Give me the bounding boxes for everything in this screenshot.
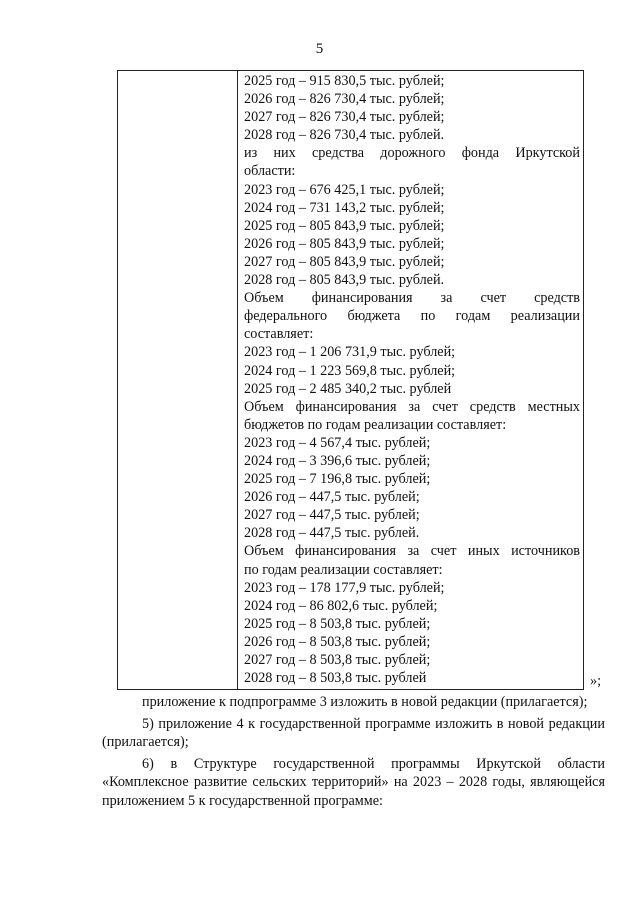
table-line: 2026 год – 447,5 тыс. рублей; <box>244 489 420 506</box>
table-line: составляет: <box>244 326 314 343</box>
table-column-divider <box>237 70 238 690</box>
table-line: 2026 год – 805 843,9 тыс. рублей; <box>244 235 445 252</box>
table-line: 2027 год – 826 730,4 тыс. рублей; <box>244 109 445 126</box>
paragraph-item-5: 5) приложение 4 к государственной программе изложить в новой редакции (прилагается); <box>102 715 605 751</box>
table-line: 2028 год – 447,5 тыс. рублей. <box>244 525 420 542</box>
table-line: Объем финансирования за счет средств <box>244 290 580 307</box>
table-line: 2024 год – 731 143,2 тыс. рублей; <box>244 199 445 216</box>
table-line: 2025 год – 7 196,8 тыс. рублей; <box>244 471 431 488</box>
table-line: 2027 год – 805 843,9 тыс. рублей; <box>244 253 445 270</box>
table-line: 2025 год – 805 843,9 тыс. рублей; <box>244 217 445 234</box>
table-line: 2024 год – 86 802,6 тыс. рублей; <box>244 597 438 614</box>
paragraph-item-6: 6) в Структуре государственной программы Иркутской области «Комплексное развитие сельских территорий» на 2023 – 2028 годы, являющейся приложением 5 к государственной программе: <box>102 755 605 809</box>
table-line: 2027 год – 447,5 тыс. рублей; <box>244 507 420 524</box>
table-line: 2024 год – 3 396,6 тыс. рублей; <box>244 452 431 469</box>
body-text <box>102 693 605 814</box>
table-line: 2023 год – 1 206 731,9 тыс. рублей; <box>244 344 456 361</box>
table-line: 2023 год – 178 177,9 тыс. рублей; <box>244 579 445 596</box>
table-line: 2028 год – 8 503,8 тыс. рублей <box>244 670 427 687</box>
table-line: 2028 год – 826 730,4 тыс. рублей. <box>244 127 445 144</box>
table-line: 2025 год – 2 485 340,2 тыс. рублей <box>244 380 452 397</box>
table-line: 2026 год – 826 730,4 тыс. рублей; <box>244 91 445 108</box>
table-right-cell <box>244 72 580 687</box>
page-number: 5 <box>315 41 324 57</box>
table-line: Объем финансирования за счет средств местных <box>244 398 580 415</box>
table-line: 2023 год – 4 567,4 тыс. рублей; <box>244 434 431 451</box>
table-line: 2024 год – 1 223 569,8 тыс. рублей; <box>244 362 456 379</box>
table-line: федерального бюджета по годам реализации <box>244 308 580 325</box>
table-line: 2023 год – 676 425,1 тыс. рублей; <box>244 181 445 198</box>
table-line: 2026 год – 8 503,8 тыс. рублей; <box>244 633 431 650</box>
table-line: 2025 год – 915 830,5 тыс. рублей; <box>244 73 445 89</box>
table-line: бюджетов по годам реализации составляет: <box>244 416 507 433</box>
table-line: 2028 год – 805 843,9 тыс. рублей. <box>244 272 445 289</box>
table-line: 2025 год – 8 503,8 тыс. рублей; <box>244 615 431 632</box>
paragraph-appendix-3: приложение к подпрограмме 3 изложить в новой редакции (прилагается); <box>142 694 588 710</box>
table-line: из них средства дорожного фонда Иркутской <box>244 145 580 162</box>
closing-quote: »; <box>590 673 602 689</box>
table-line: 2027 год – 8 503,8 тыс. рублей; <box>244 652 431 668</box>
table-line: по годам реализации составляет: <box>244 561 443 578</box>
table-line: области: <box>244 163 296 180</box>
table-line: Объем финансирования за счет иных источников <box>244 543 580 560</box>
